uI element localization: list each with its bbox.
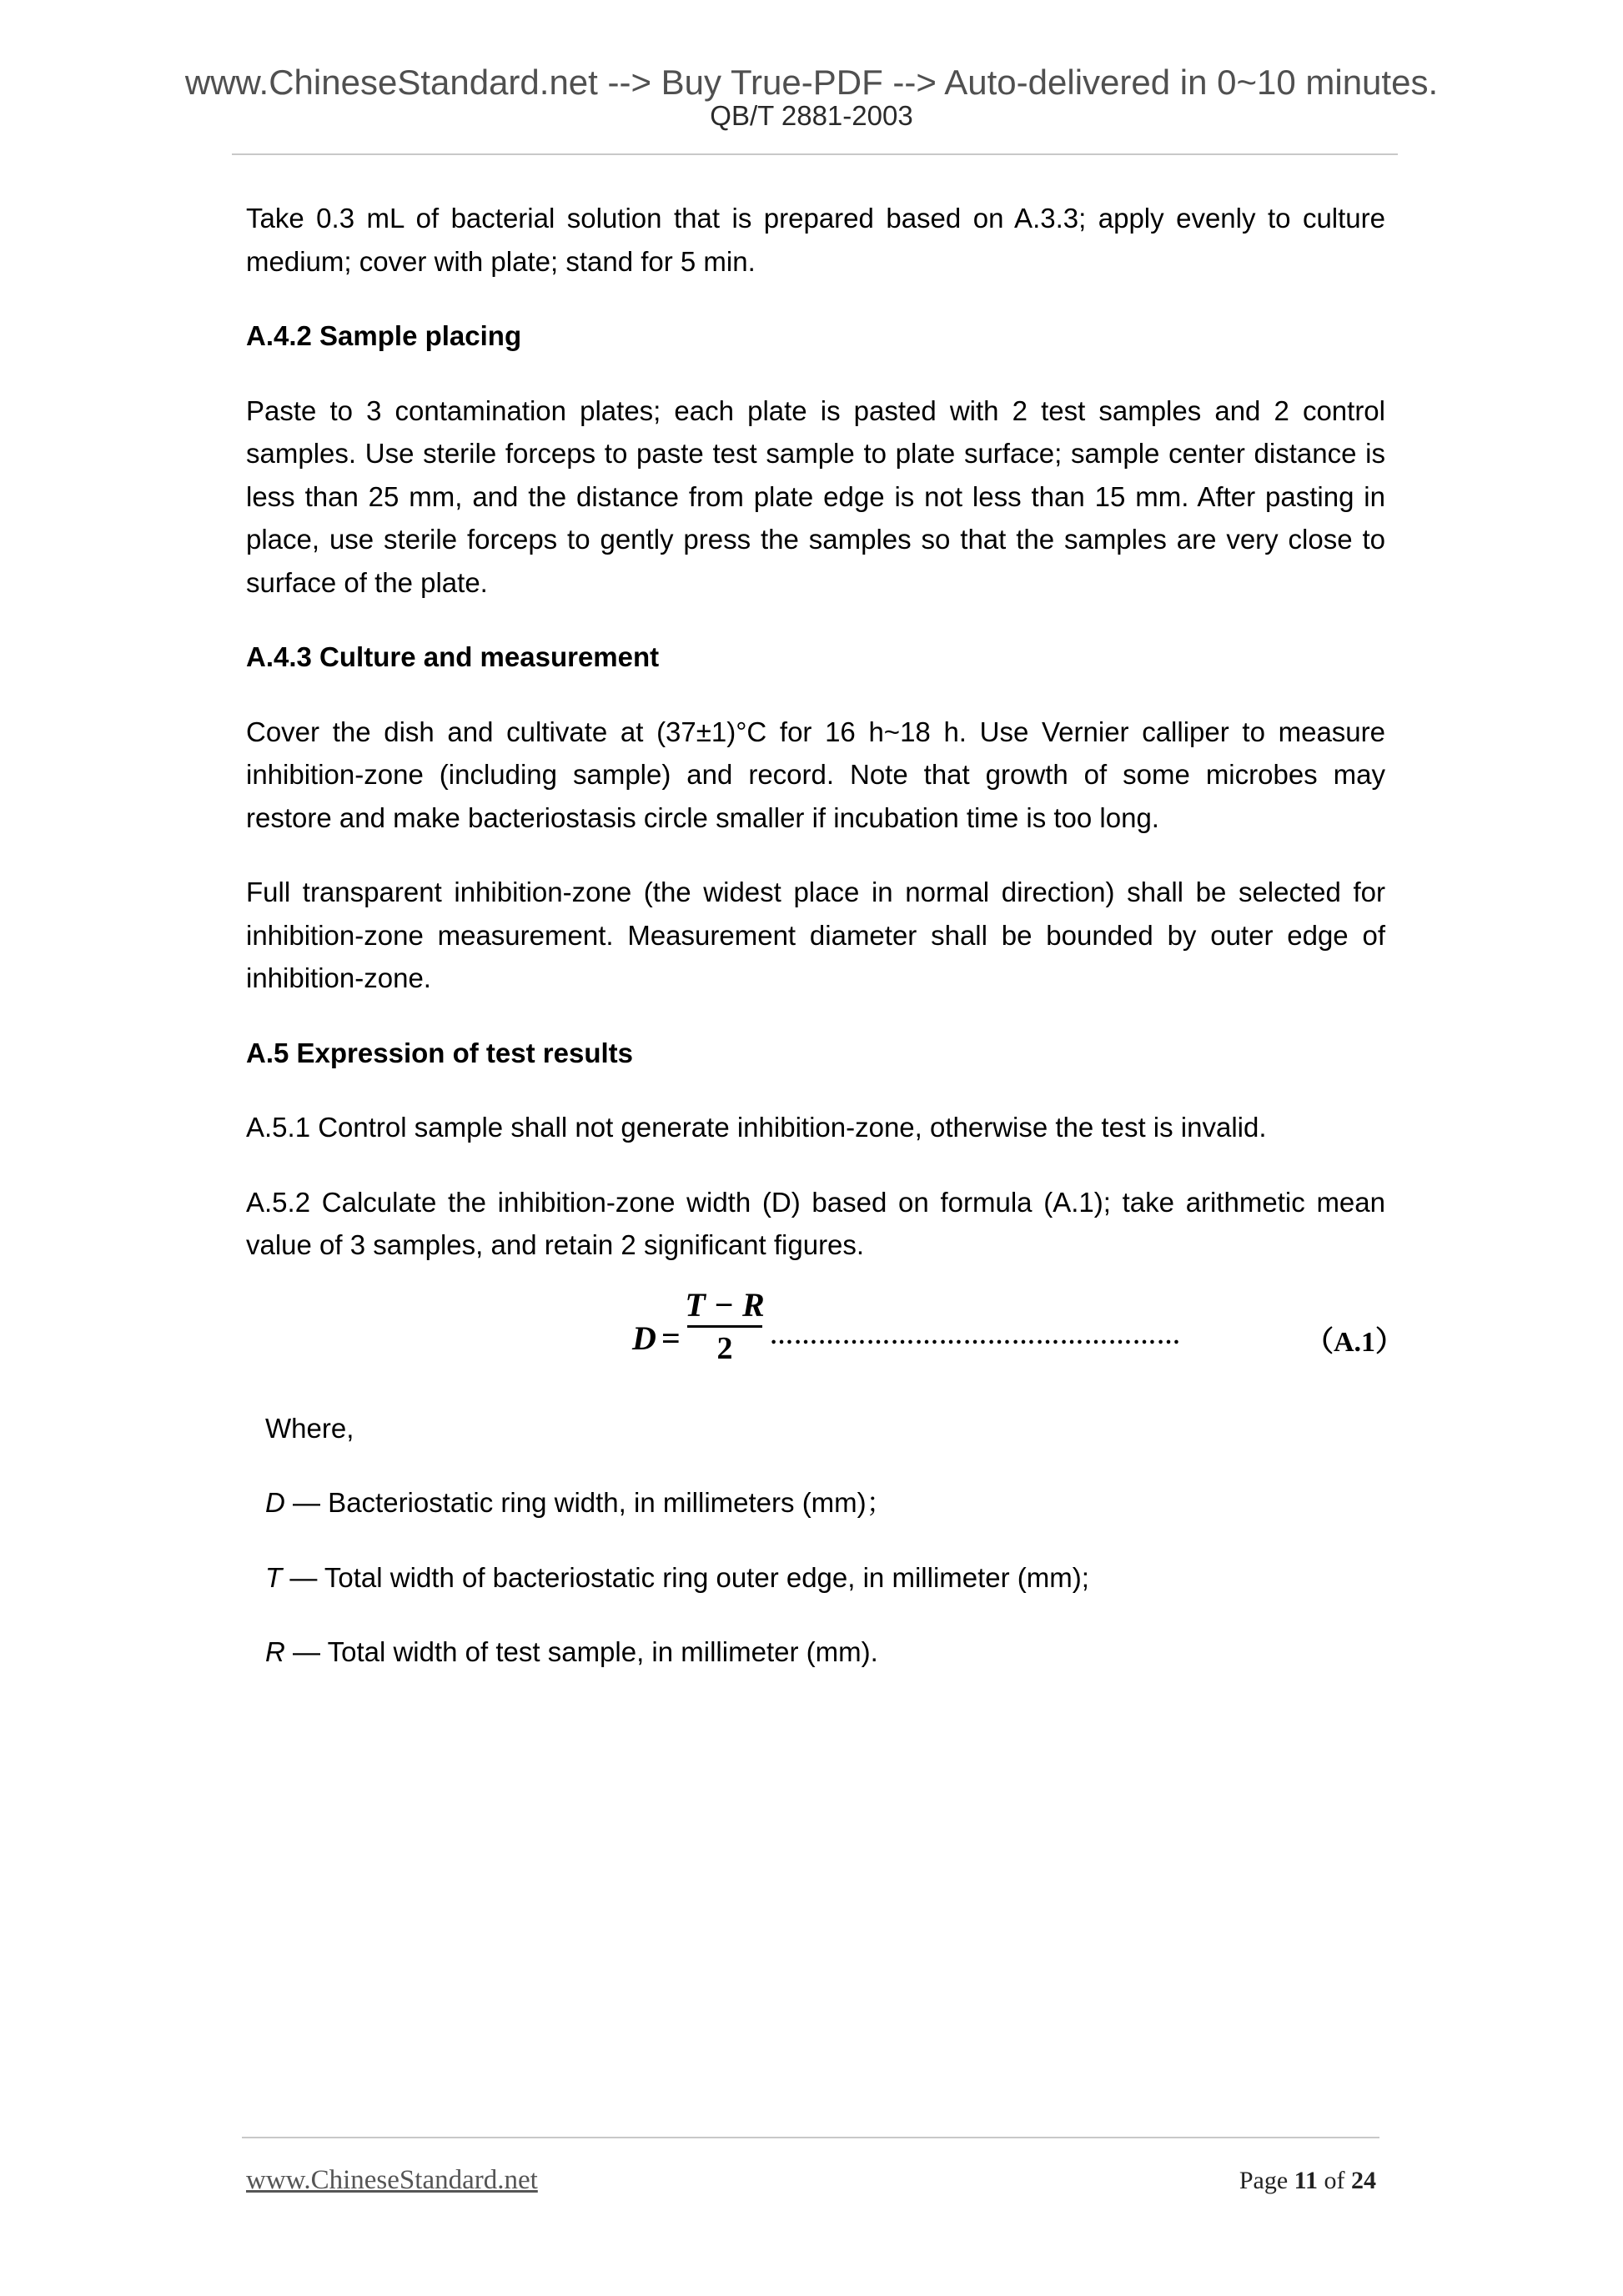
paragraph-a-5-2: A.5.2 Calculate the inhibition-zone width (D) based on formula (A.1); take arithmetic mean value of 3 samples, and retain 2 significant figures. [246,1186,1385,1260]
definition-symbol: T [265,1561,283,1593]
page-number [1239,2167,1376,2195]
page-prefix: Page [1239,2167,1294,2194]
footer-divider [242,2137,1379,2138]
document-body [246,197,1404,1706]
definition-d [265,1481,1385,1525]
where-block [246,1407,1385,1674]
standard-code: QB/T 2881-2003 [710,100,913,131]
formula-leader-dots: …………………………………………… [770,1323,1181,1349]
formula-equals: = [661,1319,681,1357]
where-label: Where, [265,1412,354,1444]
heading-a-4-2: A.4.2 Sample placing [246,320,522,351]
site-banner[interactable]: www.ChineseStandard.net --> Buy True-PDF --> Auto-delivered in 0~10 minutes. [184,63,1439,102]
formula-denominator: 2 [716,1330,733,1366]
paragraph-bacterial-solution: Take 0.3 mL of bacterial solution that is prepared based on A.3.3; apply evenly to culture medium; cover with plate; stand for 5 min. [246,203,1385,277]
fraction-bar [687,1325,762,1328]
header-divider [232,153,1398,155]
paragraph-culture: Cover the dish and cultivate at (37±1)°C for 16 h~18 h. Use Vernier calliper to measure inhibition-zone (including sample) and record. Note that growth of some microbes may restore and make bacteriostasis circle smaller if incubation time is too long. [246,716,1385,833]
definition-text: — Total width of bacteriostatic ring outer edge, in millimeter (mm); [282,1561,1089,1593]
formula-a-1 [246,1285,1404,1385]
page-of: of [1318,2167,1351,2194]
page-total: 24 [1351,2167,1376,2194]
formula-lhs: D [632,1319,656,1357]
formula-fraction [684,1287,766,1366]
heading-a-4-3: A.4.3 Culture and measurement [246,641,660,672]
definition-text: — Total width of test sample, in millimeter (mm). [284,1636,878,1667]
page-current: 11 [1294,2167,1318,2194]
paragraph-a-5-1: A.5.1 Control sample shall not generate inhibition-zone, otherwise the test is invalid. [246,1112,1267,1143]
definition-t [265,1556,1385,1600]
paragraph-sample-placing: Paste to 3 contamination plates; each plate is pasted with 2 test samples and 2 control samples. Use sterile forceps to paste test sample to plate surface; sample center distance is less than 25 mm, and the distance from plate edge is not less than 15 mm. After pasting in place, use sterile forceps to gently press the samples so that the samples are very close to surface of the plate. [246,394,1385,598]
definition-text: — Bacteriostatic ring width, in millimeters (mm)； [284,1487,894,1518]
definition-r [265,1630,1385,1674]
footer-site-link[interactable]: www.ChineseStandard.net [246,2165,538,2195]
formula-number: （A.1） [1305,1326,1404,1358]
definition-symbol: R [265,1636,285,1667]
paragraph-measurement: Full transparent inhibition-zone (the widest place in normal direction) shall be selected for inhibition-zone measurement. Measurement diameter shall be bounded by outer edge of inhibition-zone. [246,877,1385,993]
definition-symbol: D [265,1487,285,1518]
formula-numerator: T − R [685,1285,765,1324]
heading-a-5: A.5 Expression of test results [246,1037,633,1068]
